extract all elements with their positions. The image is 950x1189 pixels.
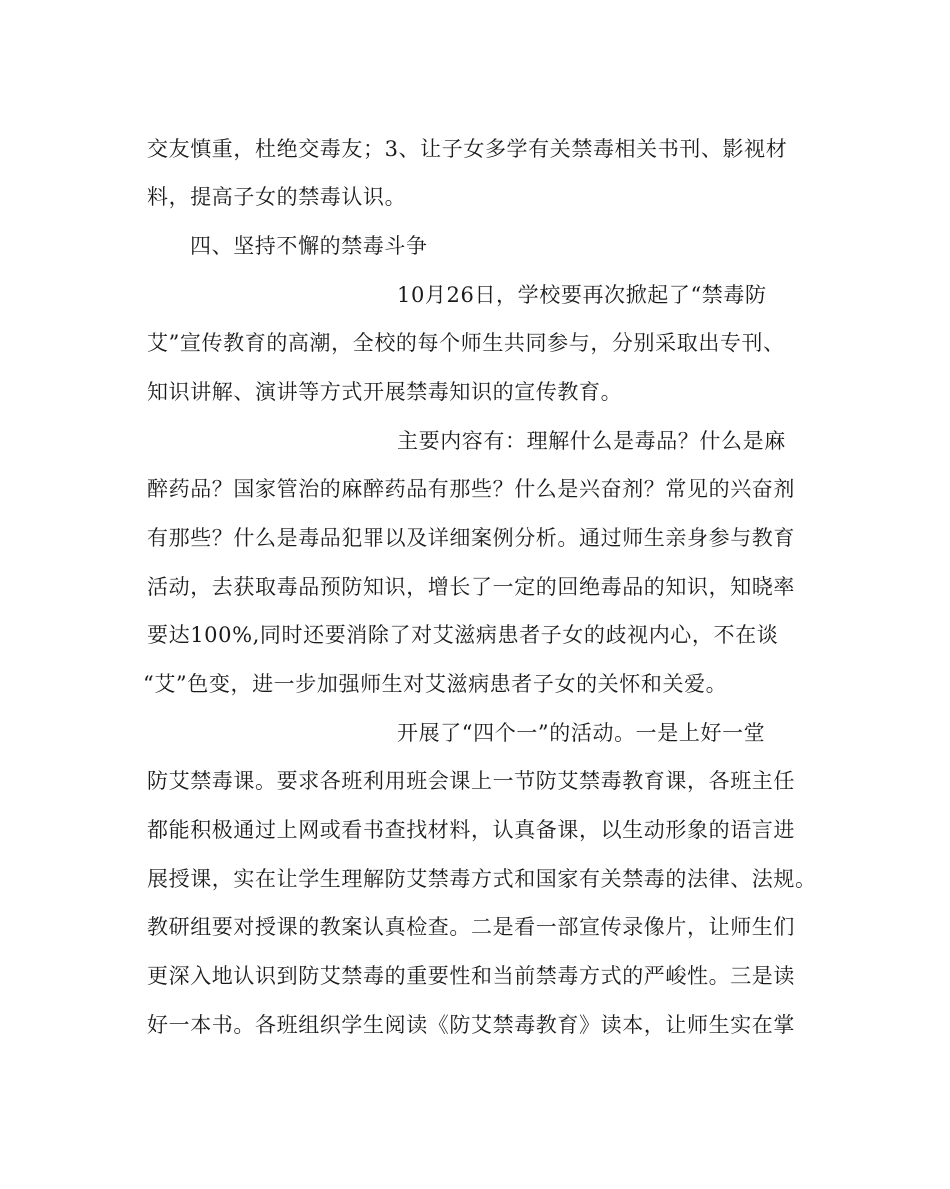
paragraph-line: 醉药品？国家管治的麻醉药品有那些？什么是兴奋剂？常见的兴奋剂 bbox=[147, 477, 795, 501]
paragraph-line: 活动，去获取毒品预防知识，增长了一定的回绝毒品的知识，知晓率 bbox=[147, 575, 795, 599]
paragraph-line: 10月26日，学校要再次掀起了“禁毒防 bbox=[397, 283, 767, 307]
section-heading: 四、坚持不懈的禁毒斗争 bbox=[190, 234, 428, 258]
paragraph-line: 都能积极通过上网或看书查找材料，认真备课，以生动形象的语言进 bbox=[147, 818, 795, 842]
paragraph-line: 要达100%,同时还要消除了对艾滋病患者子女的歧视内心，不在谈 bbox=[147, 623, 779, 647]
paragraph-line: 教研组要对授课的教案认真检查。二是看一部宣传录像片，让师生们 bbox=[147, 915, 795, 939]
paragraph-line: 交友慎重，杜绝交毒友；3、让子女多学有关禁毒相关书刊、影视材 bbox=[147, 137, 788, 161]
paragraph-line: 料，提高子女的禁毒认识。 bbox=[147, 185, 407, 209]
paragraph-line: 展授课，实在让学生理解防艾禁毒方式和国家有关禁毒的法律、法规。 bbox=[147, 867, 817, 891]
paragraph-line: 主要内容有：理解什么是毒品？什么是麻 bbox=[397, 429, 786, 453]
paragraph-line: “艾”色变，进一步加强师生对艾滋病患者子女的关怀和关爱。 bbox=[143, 672, 728, 696]
paragraph-line: 知识讲解、演讲等方式开展禁毒知识的宣传教育。 bbox=[147, 380, 623, 404]
paragraph-line: 更深入地认识到防艾禁毒的重要性和当前禁毒方式的严峻性。三是读 bbox=[147, 964, 795, 988]
paragraph-line: 艾”宣传教育的高潮，全校的每个师生共同参与，分别采取出专刊、 bbox=[147, 331, 785, 355]
paragraph-line: 有那些？什么是毒品犯罪以及详细案例分析。通过师生亲身参与教育 bbox=[147, 526, 795, 550]
paragraph-line: 开展了“四个一”的活动。一是上好一堂 bbox=[397, 721, 766, 745]
paragraph-line: 防艾禁毒课。要求各班利用班会课上一节防艾禁毒教育课，各班主任 bbox=[147, 769, 795, 793]
paragraph-line: 好一本书。各班组织学生阅读《防艾禁毒教育》读本，让师生实在掌 bbox=[147, 1013, 795, 1037]
